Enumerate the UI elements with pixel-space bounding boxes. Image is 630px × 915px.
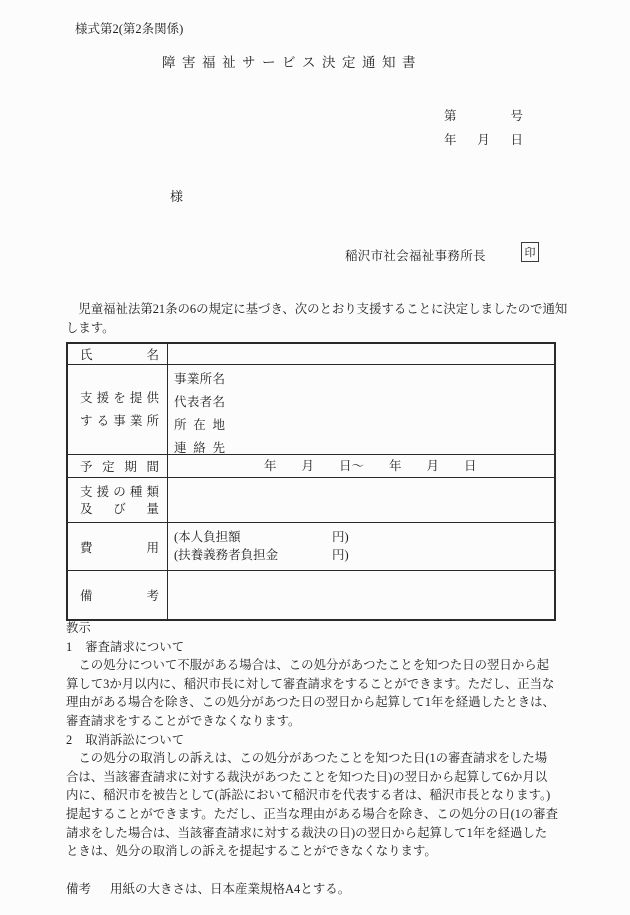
table-row-provider bbox=[68, 365, 554, 455]
issue-date-line bbox=[444, 128, 523, 152]
kind-value-cell bbox=[168, 478, 554, 522]
provider-field-address bbox=[174, 414, 554, 437]
name-label: 氏名 bbox=[80, 348, 159, 362]
paper-size-note-label: 備考 bbox=[66, 882, 92, 896]
notice-item-1-body: この処分について不服がある場合は、この処分があつたことを知つた日の翌日から起算して3か月以内に、稲沢市長に対して審査請求をすることができます。ただし、正当な理由がある場合を除き、この処分があつた日の翌日から起算して1年を経過したときは、審査請求をすることができなくなります。 bbox=[66, 658, 555, 728]
office-name-label: 事業所名 bbox=[174, 372, 225, 386]
kind-label-line2: 及び量 bbox=[80, 502, 159, 516]
notice-heading: 教示 bbox=[66, 621, 91, 635]
paper-size-note bbox=[66, 879, 350, 897]
provider-label-line1: 支援を提供 bbox=[80, 390, 159, 405]
cost-value-cell bbox=[168, 523, 554, 570]
remarks-value-cell bbox=[168, 571, 554, 619]
issuer-name: 稲沢市社会福祉事務所長 bbox=[345, 249, 486, 263]
table-row-remarks bbox=[68, 571, 554, 619]
name-value-cell bbox=[168, 344, 554, 364]
kind-label-line1: 支援の種類 bbox=[80, 485, 159, 499]
doc-number-prefix: 第 bbox=[444, 109, 457, 123]
period-value-cell bbox=[168, 455, 554, 477]
form-number-label: 様式第2(第2条関係) bbox=[75, 22, 184, 36]
document-title: 障害福祉サービス決定通知書 bbox=[162, 55, 422, 70]
cost-label: 費用 bbox=[80, 540, 159, 555]
date-month-label: 月 bbox=[477, 133, 490, 147]
doc-number-suffix: 号 bbox=[510, 109, 523, 123]
notice-item-1 bbox=[66, 638, 559, 731]
table-row-name bbox=[68, 344, 554, 365]
self-burden-label: (本人負担額 bbox=[174, 530, 241, 544]
document-number-line bbox=[444, 104, 523, 128]
provider-field-representative bbox=[174, 391, 554, 414]
period-label-cell bbox=[68, 455, 168, 477]
seal-mark: 印 bbox=[521, 242, 539, 262]
cost-line-dependent bbox=[174, 547, 554, 565]
period-label: 予定期間 bbox=[80, 460, 159, 474]
representative-label: 代表者名 bbox=[174, 395, 225, 409]
provider-label-line2: する事業所 bbox=[80, 413, 159, 428]
dependent-burden-label: (扶養義務者負担金 bbox=[174, 547, 279, 562]
address-label: 所在地 bbox=[174, 418, 225, 432]
provider-field-office-name bbox=[174, 368, 554, 391]
date-year-label: 年 bbox=[444, 133, 457, 147]
table-row-kind bbox=[68, 478, 554, 523]
notice-item-2-body: この処分の取消しの訴えは、この処分があつたことを知つた日(1の審査請求をした場合は、当該審査請求に対する裁決があつたことを知つた日)の翌日から起算して6か月以内に、稲沢市を被告として(訴訟において稲沢市を代表する者は、稲沢市長となります。)提起することができます。ただし、正当な理由がある場合を除き、この処分の日(1の審査請求をした場合は、当該審査請求に対する裁決の日)の翌日から起算して1年を経過したときは、処分の取消しの訴えを提起することができなくなります。 bbox=[66, 751, 559, 859]
cost-label-cell bbox=[68, 523, 168, 570]
date-day-label: 日 bbox=[510, 133, 523, 147]
issue-info-block bbox=[444, 104, 523, 152]
table-row-cost bbox=[68, 523, 554, 571]
kind-label-cell bbox=[68, 478, 168, 522]
table-row-period bbox=[68, 455, 554, 478]
notice-item-1-title: 審査請求について bbox=[85, 639, 185, 654]
notice-item-2-title: 取消訴訟について bbox=[85, 732, 185, 747]
notice-item-2 bbox=[66, 731, 559, 861]
provider-label-cell bbox=[68, 365, 168, 454]
provider-value-cell bbox=[168, 365, 554, 454]
cost-line-self bbox=[174, 529, 554, 547]
notice-item-2-head bbox=[66, 731, 559, 750]
dependent-burden-unit: 円) bbox=[332, 547, 349, 562]
notice-item-1-number: 1 bbox=[66, 639, 73, 654]
notice-item-1-head bbox=[66, 638, 559, 657]
name-label-cell bbox=[68, 344, 168, 364]
remarks-label: 備考 bbox=[80, 589, 159, 603]
self-burden-unit: 円) bbox=[332, 530, 349, 544]
addressee-honorific: 様 bbox=[170, 189, 184, 204]
paper-size-note-text: 用紙の大きさは、日本産業規格A4とする。 bbox=[110, 882, 351, 896]
period-value: 年 月 日～ 年 月 日 bbox=[264, 459, 477, 473]
notice-item-2-number: 2 bbox=[66, 732, 73, 747]
decision-table bbox=[66, 342, 556, 621]
appeal-notice-section bbox=[66, 619, 559, 861]
contact-label: 連絡先 bbox=[174, 441, 225, 455]
intro-paragraph: 児童福祉法第21条の6の規定に基づき、次のとおり支援することに決定しましたので通知します。 bbox=[66, 302, 568, 335]
remarks-label-cell bbox=[68, 571, 168, 619]
